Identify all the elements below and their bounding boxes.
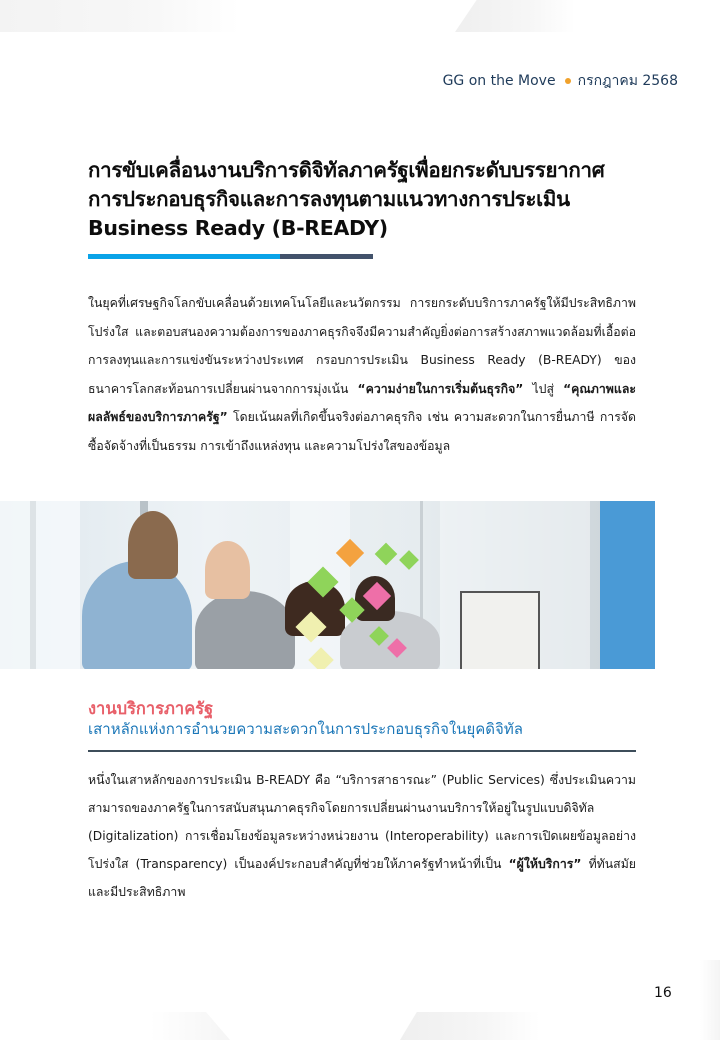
title-bar-segment-slate bbox=[280, 254, 373, 259]
window-pane bbox=[0, 501, 80, 669]
section-paragraph bbox=[88, 766, 636, 906]
decorative-shape-top-right bbox=[455, 0, 575, 32]
section-subtitle: เสาหลักแห่งการอำนวยความสะดวกในการประกอบธุรกิจในยุคดิจิทัล bbox=[88, 720, 523, 738]
title-line: Business Ready (B-READY) bbox=[88, 216, 388, 240]
title-line: การขับเคลื่อนงานบริการดิจิทัลภาครัฐเพื่อยกระดับบรรยากาศ bbox=[88, 158, 605, 182]
person-shirt bbox=[195, 591, 295, 669]
decorative-shape-top-left bbox=[0, 0, 240, 32]
whiteboard bbox=[460, 591, 540, 669]
person-head bbox=[205, 541, 250, 599]
intro-paragraph bbox=[88, 289, 636, 460]
title-line: การประกอบธุรกิจและการลงทุนตามแนวทางการประเมิน bbox=[88, 187, 570, 211]
article-title bbox=[88, 156, 648, 243]
publication-name: GG on the Move bbox=[442, 73, 556, 89]
hero-image bbox=[0, 501, 655, 669]
intro-text: โดยเน้นผลที่เกิดขึ้นจริงต่อภาคธุรกิจ เช่น ความสะดวกในการยื่นภาษี การจัดซื้อจัดจ้างที่เป็นธรรม การเข้าถึงแหล่งทุน และความโปร่งใสของข้อมูล bbox=[88, 410, 636, 453]
section-emphasis: “ผู้ให้บริการ” bbox=[508, 857, 582, 871]
section-text: ที่ทันสมัยและมีประสิทธิภาพ bbox=[88, 857, 636, 899]
intro-emphasis: “ความง่ายในการเริ่มต้นธุรกิจ” bbox=[357, 381, 524, 396]
section-divider bbox=[88, 750, 636, 752]
decorative-shape-bottom-middle bbox=[400, 1012, 540, 1040]
glass-frame bbox=[30, 501, 36, 669]
section-title: งานบริการภาครัฐ bbox=[88, 699, 214, 718]
intro-emphasis: “คุณภาพและผลลัพธ์ของบริการภาครัฐ” bbox=[88, 381, 636, 424]
sticky-note-green bbox=[375, 543, 398, 566]
sticky-note-green bbox=[399, 550, 419, 570]
intro-text: ไปสู่ bbox=[523, 381, 564, 396]
intro-text: ในยุคที่เศรษฐกิจโลกขับเคลื่อนด้วยเทคโนโลยีและนวัตกรรม การยกระดับบริการภาครัฐให้มีประสิทธิภาพ โปร่งใส และตอบสนองความต้องการของภาคธุรกิจจึงมีความสำคัญยิ่งต่อการสร้างสภาพแวดล้อมที่เอื้อต่อการลงทุนและการแข่งขันระหว่างประเทศ กรอบการประเมิน Business Ready (B-READY) ของธนาคารโลกสะท้อนการเปลี่ยนผ่านจากการมุ่งเน้น bbox=[88, 296, 636, 396]
decorative-shape-right-edge bbox=[700, 960, 720, 1040]
page-number: 16 bbox=[654, 985, 672, 1001]
section-text: หนึ่งในเสาหลักของการประเมิน B-READY คือ “บริการสาธารณะ” (Public Services) ซึ่งประเมินความสามารถของภาครัฐในการสนับสนุนภาคธุรกิจโดยการเปลี่ยนผ่านงานบริการให้อยู่ในรูปแบบดิจิทัล (Digitalization) การเชื่อมโยงข้อมูลระหว่างหน่วยงาน (Interoperability) และการเปิดเผยข้อมูลอย่างโปร่งใส (Transparency) เป็นองค์ประกอบสำคัญที่ช่วยให้ภาครัฐทำหน้าที่เป็น bbox=[88, 773, 636, 871]
running-header bbox=[443, 70, 678, 92]
decorative-shape-bottom-left bbox=[150, 1012, 230, 1040]
hero-photo bbox=[0, 501, 600, 669]
title-underline-bar bbox=[88, 254, 373, 259]
hero-accent-bar bbox=[600, 501, 655, 669]
bullet-dot-icon bbox=[565, 78, 571, 84]
issue-date: กรกฎาคม 2568 bbox=[577, 73, 678, 89]
person-head bbox=[128, 511, 178, 579]
title-bar-segment-blue bbox=[88, 254, 280, 259]
